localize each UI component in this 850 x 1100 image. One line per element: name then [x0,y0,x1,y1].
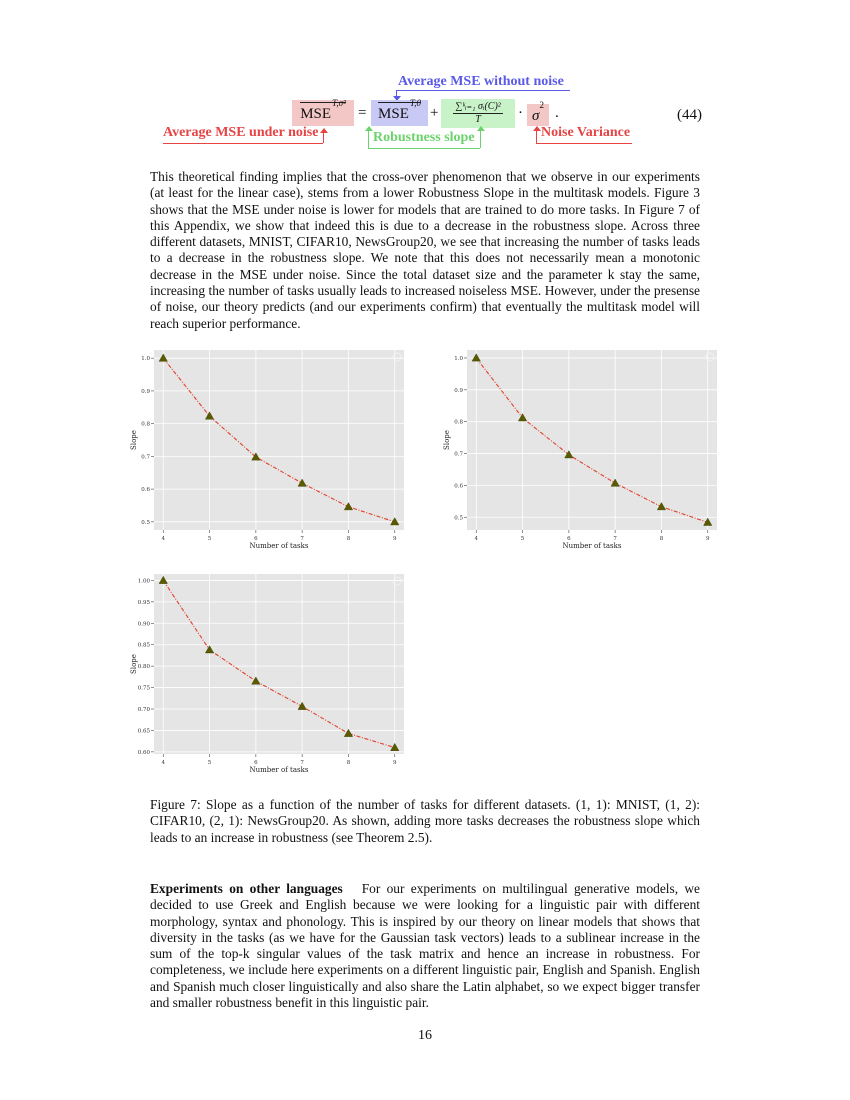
equation-term1-sup: T,0 [409,97,421,108]
y-tick-label: 0.9 [454,387,463,394]
x-tick-label: 6 [254,760,258,766]
y-tick-label: 0.6 [454,483,463,490]
page-number: 16 [418,1028,432,1043]
x-tick-label: 5 [207,760,212,766]
y-tick-label: 0.8 [454,419,463,426]
equation-sigma-base: σ [532,107,540,124]
equation-fraction [453,102,503,125]
equation-number: (44) [677,107,702,123]
x-axis-label: Number of tasks [562,542,622,550]
equation-term1-box [371,97,428,126]
annotation-bracket-middle [368,148,480,149]
y-axis-label: Slope [443,430,451,450]
x-tick-label: 8 [346,536,351,542]
y-tick-label: 0.5 [454,515,463,522]
annotation-arrow-right [536,128,537,143]
x-tick-label: 7 [300,536,304,542]
y-tick-label: 1.0 [141,356,150,363]
annotation-average-mse-under-noise: Average MSE under noise [163,125,319,140]
y-tick-label: 0.80 [137,664,150,671]
y-tick-label: 0.85 [137,642,150,649]
y-tick-label: 0.95 [137,599,150,606]
plot-background [154,574,404,754]
annotation-arrow-top [396,90,397,100]
equation-slope-box [441,99,515,128]
annotation-underline-right [536,143,632,144]
paragraph-heading: Experiments on other languages [150,881,343,896]
equation-sigma [532,99,544,125]
figure-caption: Figure 7: Slope as a function of the number of tasks for different datasets. (1, 1): MNIST, (1, 2): CIFAR10, (2, 1): NewsGroup20. As shown, adding more tasks decreases the robustness slope which leads to an increase in robustness (see Theorem 2.5). [150,797,700,845]
annotation-robustness-slope: Robustness slope [373,130,475,145]
x-tick-label: 4 [161,536,166,542]
y-tick-label: 0.90 [137,621,150,628]
y-tick-label: 0.7 [454,451,463,458]
equation-period: . [555,105,559,121]
equation-variance-box [527,99,549,126]
body-paragraph-2 [150,881,700,1011]
equation-dot: · [518,105,523,121]
equation-term1 [378,97,421,123]
x-tick-label: 8 [346,760,351,766]
x-tick-label: 9 [392,536,397,542]
x-tick-label: 4 [161,760,166,766]
equation-lhs-base: MSE [300,105,332,122]
y-tick-label: 1.0 [454,355,463,362]
chart-mnist [130,345,410,555]
x-tick-label: 4 [474,536,479,542]
x-tick-label: 7 [300,760,304,766]
y-tick-label: 0.5 [141,519,150,526]
annotation-average-mse-without-noise: Average MSE without noise [398,74,564,89]
equation-fraction-numerator: ∑ᵏᵢ₌₁ σᵢ(C)² [455,101,501,112]
y-tick-label: 0.6 [141,487,150,494]
x-axis-label: Number of tasks [249,766,309,774]
x-tick-label: 9 [392,760,397,766]
y-tick-label: 0.9 [141,388,150,395]
equation-plus: + [430,105,439,121]
y-tick-label: 0.75 [137,685,150,692]
y-tick-label: 0.70 [137,707,150,713]
annotation-arrow-middle-left [368,128,369,148]
plot-background [154,350,404,530]
annotation-arrow-left [323,130,324,143]
equation-fraction-denominator: T [475,114,481,125]
x-axis-label: Number of tasks [249,542,309,550]
y-axis-label: Slope [130,654,138,674]
equation-lhs-box [292,97,354,126]
y-tick-label: 0.65 [137,728,150,735]
chart-cifar10 [443,345,723,555]
y-axis-label: Slope [130,430,138,450]
y-tick-label: 1.00 [137,578,150,585]
body-paragraph-1: This theoretical finding implies that the cross-over phenomenon that we observe in our experiments (at least for the linear case), stems from a lower Robustness Slope in the multitask models. Figure 3 shows that the MSE under noise is lower for models that are trained to do more tasks. In Figure 7 of this Appendix, we show that indeed this is due to a decrease in the robustness slope. Across three different datasets, MNIST, CIFAR10, NewsGroup20, we see that increasing the number of tasks leads to a decrease in the robustness slope. We note that this does not necessarily mean a monotonic decrease in the MSE under noise. Since the total dataset size and the parameter k stay the same, increasing the number of tasks usually leads to increased noiseless MSE. However, under the presense of noise, our theory predicts (and our experiments confirm) that eventually the multitask model will reach superior performance. [150,169,700,331]
x-tick-label: 6 [254,536,258,542]
y-tick-label: 0.60 [137,749,150,756]
x-tick-label: 9 [705,536,710,542]
equation-term1-base: MSE [378,105,409,122]
equation-sigma-sup: 2 [539,99,544,110]
equation-equals: = [358,105,367,121]
x-tick-label: 7 [613,536,617,542]
annotation-arrow-middle-right [480,128,481,148]
plot-background [467,350,717,530]
x-tick-label: 5 [207,536,212,542]
chart-newsgroup20 [130,569,410,779]
paragraph-2-text: For our experiments on multilingual generative models, we decided to use Greek and English because we were looking for a linguistic pair with different morphology, syntax and phonology. This is inspired by our theory on linear models that shows that diversity in the tasks (as we have for the Gaussian task vectors) leads to a sublinear increase in the sum of the top-k singular values of the task matrix and hence an increase in robustness. For completeness, we include here experiments on a different linguistic pair, English and Spanish. English and Spanish much closer linguistically and also share the Latin alphabet, so we expect bigger transfer and smaller robustness benefit in this linguistic pair. [150,881,700,1011]
y-tick-label: 0.7 [141,454,150,461]
x-tick-label: 8 [659,536,664,542]
x-tick-label: 5 [520,536,525,542]
y-tick-label: 0.8 [141,421,150,428]
annotation-bracket-top [396,90,570,91]
equation-lhs-sup: T,σ² [332,97,346,108]
annotation-underline-left [163,143,323,144]
annotation-noise-variance: Noise Variance [541,125,631,140]
x-tick-label: 6 [567,536,571,542]
